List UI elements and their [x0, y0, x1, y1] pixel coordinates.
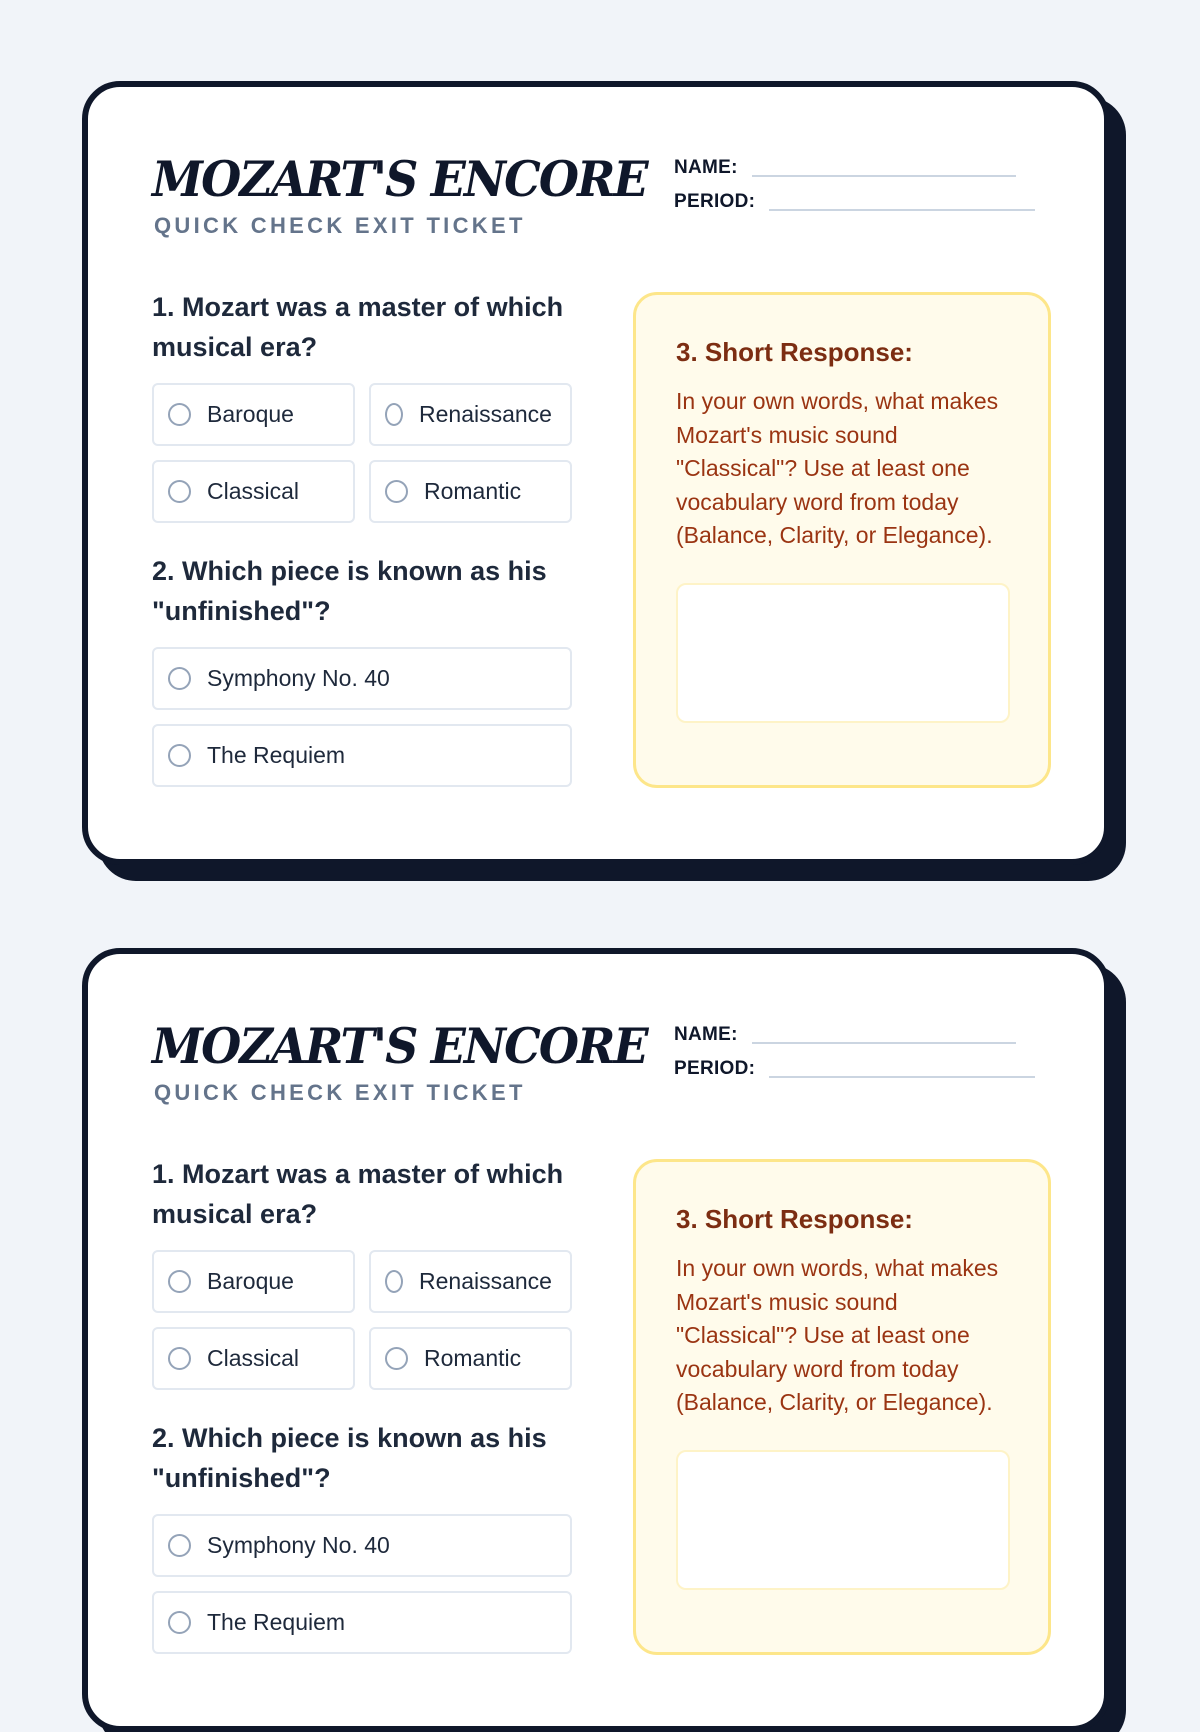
- option-symphony-no-40[interactable]: [152, 647, 572, 710]
- option-label: Romantic: [424, 1345, 522, 1371]
- short-response-heading: 3. Short Response:: [676, 337, 913, 367]
- option-symphony-no-40[interactable]: [152, 1514, 572, 1577]
- option-romantic[interactable]: [369, 1327, 572, 1390]
- question-1-prompt: 1. Mozart was a master of which musical era?: [152, 1159, 564, 1229]
- option-classical[interactable]: [152, 460, 355, 523]
- period-field[interactable]: [674, 187, 1035, 213]
- name-label: NAME:: [674, 1024, 738, 1045]
- period-line[interactable]: [769, 209, 1035, 211]
- short-response-answer-box[interactable]: [676, 583, 1010, 723]
- radio-circle-icon[interactable]: [168, 744, 191, 767]
- question-2-options: [152, 647, 576, 787]
- option-label: Renaissance: [419, 401, 552, 427]
- ticket-subtitle: QUICK CHECK EXIT TICKET: [154, 213, 526, 238]
- option-classical[interactable]: [152, 1327, 355, 1390]
- question-1-options: [152, 1250, 576, 1390]
- radio-circle-icon[interactable]: [168, 1347, 191, 1370]
- ticket-subtitle: QUICK CHECK EXIT TICKET: [154, 1080, 526, 1105]
- multiple-choice-section: [152, 287, 576, 787]
- question-2-prompt: 2. Which piece is known as his "unfinished"?: [152, 1423, 547, 1493]
- ticket-title: MOZART'S ENCORE: [152, 150, 647, 208]
- option-label: Renaissance: [419, 1268, 552, 1294]
- question-1-options: [152, 383, 576, 523]
- question-2-prompt: 2. Which piece is known as his "unfinished"?: [152, 556, 547, 626]
- short-response-panel: [633, 292, 1051, 788]
- period-line[interactable]: [769, 1076, 1035, 1078]
- option-renaissance[interactable]: [369, 1250, 572, 1313]
- name-field[interactable]: [674, 1020, 1016, 1046]
- option-baroque[interactable]: [152, 1250, 355, 1313]
- radio-circle-icon[interactable]: [385, 403, 403, 426]
- name-field[interactable]: [674, 153, 1016, 179]
- radio-circle-icon[interactable]: [385, 1270, 403, 1293]
- radio-circle-icon[interactable]: [168, 1270, 191, 1293]
- question-2-options: [152, 1514, 576, 1654]
- option-renaissance[interactable]: [369, 383, 572, 446]
- name-label: NAME:: [674, 157, 738, 178]
- option-label: Romantic: [424, 478, 522, 504]
- option-the-requiem[interactable]: [152, 724, 572, 787]
- option-label: Classical: [207, 478, 300, 504]
- radio-circle-icon[interactable]: [168, 403, 191, 426]
- exit-ticket-card: [82, 948, 1110, 1732]
- radio-circle-icon[interactable]: [168, 1534, 191, 1557]
- question-1-prompt: 1. Mozart was a master of which musical era?: [152, 292, 564, 362]
- name-line[interactable]: [752, 1042, 1016, 1044]
- short-response-panel: [633, 1159, 1051, 1655]
- option-label: The Requiem: [207, 1609, 346, 1635]
- period-label: PERIOD:: [674, 1058, 756, 1079]
- option-label: Symphony No. 40: [207, 665, 390, 691]
- option-romantic[interactable]: [369, 460, 572, 523]
- option-label: The Requiem: [207, 742, 346, 768]
- ticket-header: [152, 954, 1052, 1124]
- name-line[interactable]: [752, 175, 1016, 177]
- radio-circle-icon[interactable]: [385, 1347, 408, 1370]
- ticket-header: [152, 87, 1052, 257]
- option-label: Classical: [207, 1345, 300, 1371]
- short-response-heading: 3. Short Response:: [676, 1204, 913, 1234]
- radio-circle-icon[interactable]: [385, 480, 408, 503]
- multiple-choice-section: [152, 1154, 576, 1654]
- option-baroque[interactable]: [152, 383, 355, 446]
- radio-circle-icon[interactable]: [168, 1611, 191, 1634]
- period-label: PERIOD:: [674, 191, 756, 212]
- short-response-prompt: In your own words, what makes Mozart's music sound "Classical"? Use at least one vocabulary word from today (Balance, Clarity, or Elegance).: [676, 388, 999, 548]
- radio-circle-icon[interactable]: [168, 480, 191, 503]
- option-label: Baroque: [207, 401, 294, 427]
- radio-circle-icon[interactable]: [168, 667, 191, 690]
- short-response-answer-box[interactable]: [676, 1450, 1010, 1590]
- exit-ticket-card: [82, 81, 1110, 865]
- ticket-title: MOZART'S ENCORE: [152, 1017, 647, 1075]
- option-the-requiem[interactable]: [152, 1591, 572, 1654]
- short-response-prompt: In your own words, what makes Mozart's music sound "Classical"? Use at least one vocabulary word from today (Balance, Clarity, or Elegance).: [676, 1255, 999, 1415]
- option-label: Baroque: [207, 1268, 294, 1294]
- period-field[interactable]: [674, 1054, 1035, 1080]
- option-label: Symphony No. 40: [207, 1532, 390, 1558]
